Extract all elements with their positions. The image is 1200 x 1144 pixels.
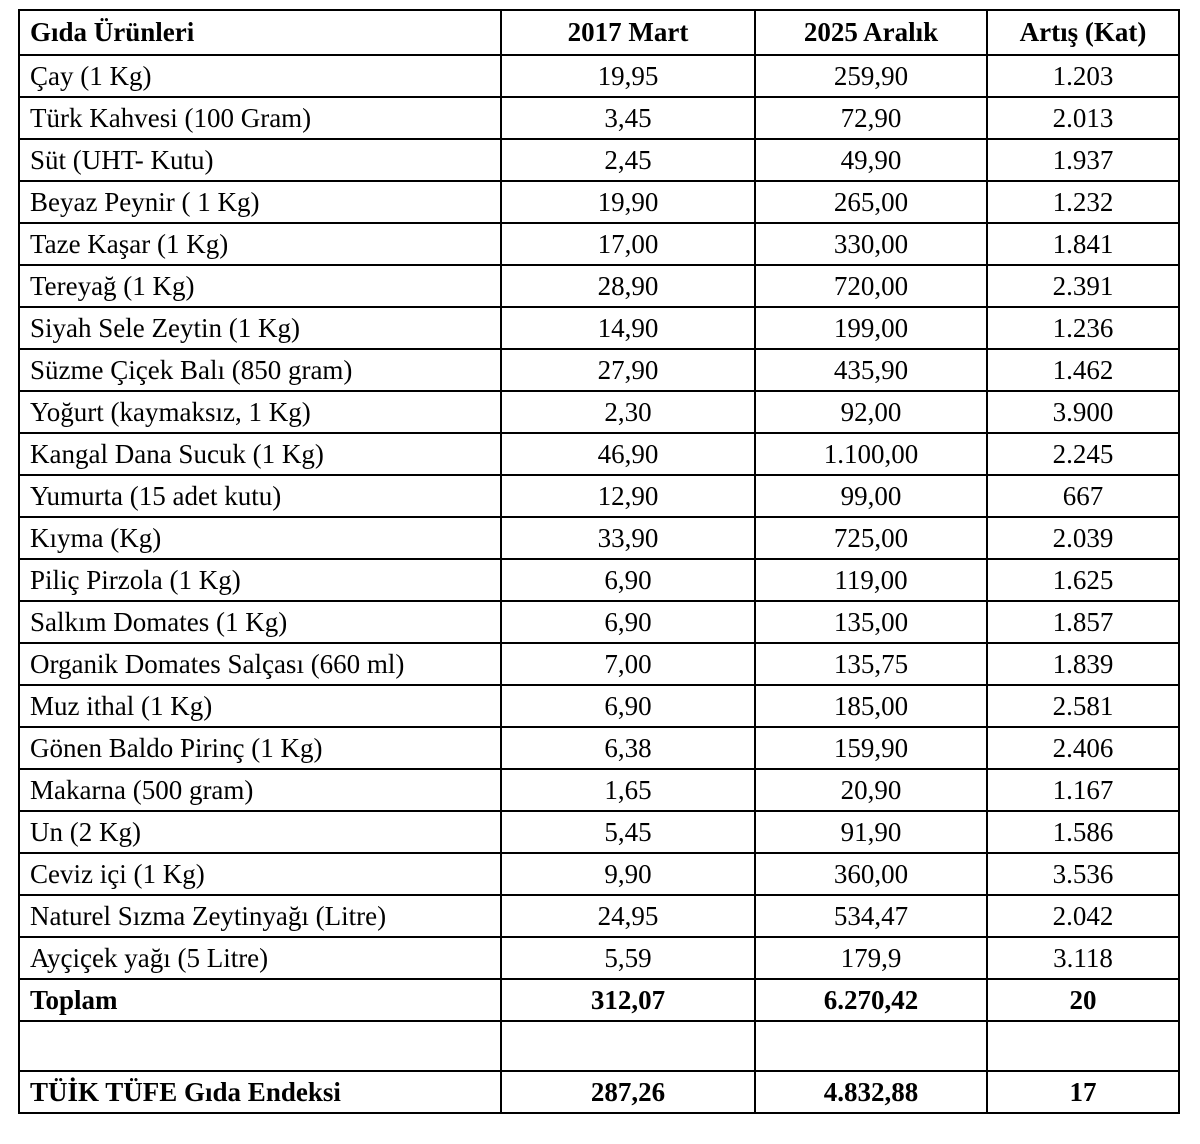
cell-2017: 19,95	[501, 55, 755, 97]
cell-product: Süt (UHT- Kutu)	[19, 139, 501, 181]
cell-2025: 199,00	[755, 307, 987, 349]
cell-2017: 5,59	[501, 937, 755, 979]
cell-2017: 9,90	[501, 853, 755, 895]
cell-2025: 91,90	[755, 811, 987, 853]
cell-product: Salkım Domates (1 Kg)	[19, 601, 501, 643]
cell-2017: 7,00	[501, 643, 755, 685]
cell-increase: 1.937	[987, 139, 1179, 181]
table-row	[19, 139, 1179, 181]
header-cell-2017: 2017 Mart	[501, 10, 755, 55]
cell-2025: 265,00	[755, 181, 987, 223]
cell-product: Un (2 Kg)	[19, 811, 501, 853]
cell-2017: 46,90	[501, 433, 755, 475]
blank-row	[19, 1021, 1179, 1071]
cell-product: Yoğurt (kaymaksız, 1 Kg)	[19, 391, 501, 433]
cell-increase: 2.039	[987, 517, 1179, 559]
cell-2017: 33,90	[501, 517, 755, 559]
cell-product: Organik Domates Salçası (660 ml)	[19, 643, 501, 685]
cell-2025: 185,00	[755, 685, 987, 727]
table-row	[19, 181, 1179, 223]
cell-2025: 135,00	[755, 601, 987, 643]
cell-increase: 1.236	[987, 307, 1179, 349]
cell-product: Siyah Sele Zeytin (1 Kg)	[19, 307, 501, 349]
table-row	[19, 727, 1179, 769]
cell-product: Ceviz içi (1 Kg)	[19, 853, 501, 895]
cell-2017: 287,26	[501, 1071, 755, 1113]
cell-product: Taze Kaşar (1 Kg)	[19, 223, 501, 265]
cell-increase: 20	[987, 979, 1179, 1021]
cell-2017: 1,65	[501, 769, 755, 811]
cell-product: Türk Kahvesi (100 Gram)	[19, 97, 501, 139]
cell-increase: 667	[987, 475, 1179, 517]
table-body	[19, 55, 1179, 1113]
cell-increase: 1.462	[987, 349, 1179, 391]
cell-product: Beyaz Peynir ( 1 Kg)	[19, 181, 501, 223]
cell-product: Tereyağ (1 Kg)	[19, 265, 501, 307]
cell-2017: 6,90	[501, 601, 755, 643]
cell-2017: 312,07	[501, 979, 755, 1021]
cell-increase: 3.118	[987, 937, 1179, 979]
header-cell-2025: 2025 Aralık	[755, 10, 987, 55]
cell-increase: 1.839	[987, 643, 1179, 685]
table-row	[19, 475, 1179, 517]
cell-2025: 92,00	[755, 391, 987, 433]
cell-product: Toplam	[19, 979, 501, 1021]
cell-2025	[755, 1021, 987, 1071]
table-row	[19, 853, 1179, 895]
table-row	[19, 769, 1179, 811]
cell-product: Kıyma (Kg)	[19, 517, 501, 559]
cell-2025: 135,75	[755, 643, 987, 685]
cell-increase: 2.013	[987, 97, 1179, 139]
cell-increase: 1.586	[987, 811, 1179, 853]
table-row	[19, 895, 1179, 937]
cell-2017: 19,90	[501, 181, 755, 223]
table-row	[19, 55, 1179, 97]
cell-2025: 179,9	[755, 937, 987, 979]
cell-2017: 12,90	[501, 475, 755, 517]
table-row	[19, 937, 1179, 979]
cell-product: Ayçiçek yağı (5 Litre)	[19, 937, 501, 979]
table-row	[19, 97, 1179, 139]
table-row	[19, 559, 1179, 601]
cell-2017: 17,00	[501, 223, 755, 265]
cell-increase: 2.042	[987, 895, 1179, 937]
table-row	[19, 307, 1179, 349]
cell-2025: 20,90	[755, 769, 987, 811]
cell-2025: 259,90	[755, 55, 987, 97]
total-row	[19, 979, 1179, 1021]
cell-2025: 330,00	[755, 223, 987, 265]
table-row	[19, 811, 1179, 853]
cell-increase: 2.581	[987, 685, 1179, 727]
cell-increase: 1.232	[987, 181, 1179, 223]
cell-2025: 159,90	[755, 727, 987, 769]
cell-2025: 1.100,00	[755, 433, 987, 475]
cell-product: TÜİK TÜFE Gıda Endeksi	[19, 1071, 501, 1113]
cell-2017: 28,90	[501, 265, 755, 307]
cell-product: Muz ithal (1 Kg)	[19, 685, 501, 727]
cell-2025: 725,00	[755, 517, 987, 559]
cell-2017: 24,95	[501, 895, 755, 937]
cell-increase: 3.900	[987, 391, 1179, 433]
cell-product	[19, 1021, 501, 1071]
cell-increase	[987, 1021, 1179, 1071]
cell-2025: 119,00	[755, 559, 987, 601]
table-row	[19, 433, 1179, 475]
cell-2017: 2,45	[501, 139, 755, 181]
table-row	[19, 517, 1179, 559]
cell-2025: 99,00	[755, 475, 987, 517]
cell-product: Süzme Çiçek Balı (850 gram)	[19, 349, 501, 391]
table-row	[19, 265, 1179, 307]
cell-increase: 17	[987, 1071, 1179, 1113]
table-row	[19, 223, 1179, 265]
cell-2017: 6,38	[501, 727, 755, 769]
cell-2025: 6.270,42	[755, 979, 987, 1021]
cell-increase: 1.167	[987, 769, 1179, 811]
cell-2017: 3,45	[501, 97, 755, 139]
cell-increase: 2.245	[987, 433, 1179, 475]
cell-2017: 6,90	[501, 559, 755, 601]
cell-increase: 2.406	[987, 727, 1179, 769]
cell-increase: 1.625	[987, 559, 1179, 601]
cell-2025: 4.832,88	[755, 1071, 987, 1113]
cell-2017: 6,90	[501, 685, 755, 727]
cell-increase: 1.203	[987, 55, 1179, 97]
table-row	[19, 643, 1179, 685]
cell-increase: 2.391	[987, 265, 1179, 307]
table-row	[19, 685, 1179, 727]
table-row	[19, 349, 1179, 391]
table-row	[19, 601, 1179, 643]
cell-increase: 1.841	[987, 223, 1179, 265]
cell-2017: 2,30	[501, 391, 755, 433]
cell-2025: 360,00	[755, 853, 987, 895]
cell-2017: 27,90	[501, 349, 755, 391]
cell-product: Çay (1 Kg)	[19, 55, 501, 97]
cell-product: Makarna (500 gram)	[19, 769, 501, 811]
cell-product: Piliç Pirzola (1 Kg)	[19, 559, 501, 601]
cell-2017: 5,45	[501, 811, 755, 853]
cell-2025: 435,90	[755, 349, 987, 391]
header-row	[19, 10, 1179, 55]
cell-2025: 72,90	[755, 97, 987, 139]
cell-2025: 49,90	[755, 139, 987, 181]
cell-product: Kangal Dana Sucuk (1 Kg)	[19, 433, 501, 475]
header-cell-increase: Artış (Kat)	[987, 10, 1179, 55]
cell-increase: 1.857	[987, 601, 1179, 643]
cell-product: Yumurta (15 adet kutu)	[19, 475, 501, 517]
cell-2017	[501, 1021, 755, 1071]
food-price-table	[18, 9, 1180, 1114]
cell-increase: 3.536	[987, 853, 1179, 895]
cell-product: Gönen Baldo Pirinç (1 Kg)	[19, 727, 501, 769]
cell-2025: 720,00	[755, 265, 987, 307]
header-cell-product: Gıda Ürünleri	[19, 10, 501, 55]
cell-2025: 534,47	[755, 895, 987, 937]
cell-2017: 14,90	[501, 307, 755, 349]
table-row	[19, 391, 1179, 433]
cell-product: Naturel Sızma Zeytinyağı (Litre)	[19, 895, 501, 937]
index-row	[19, 1071, 1179, 1113]
